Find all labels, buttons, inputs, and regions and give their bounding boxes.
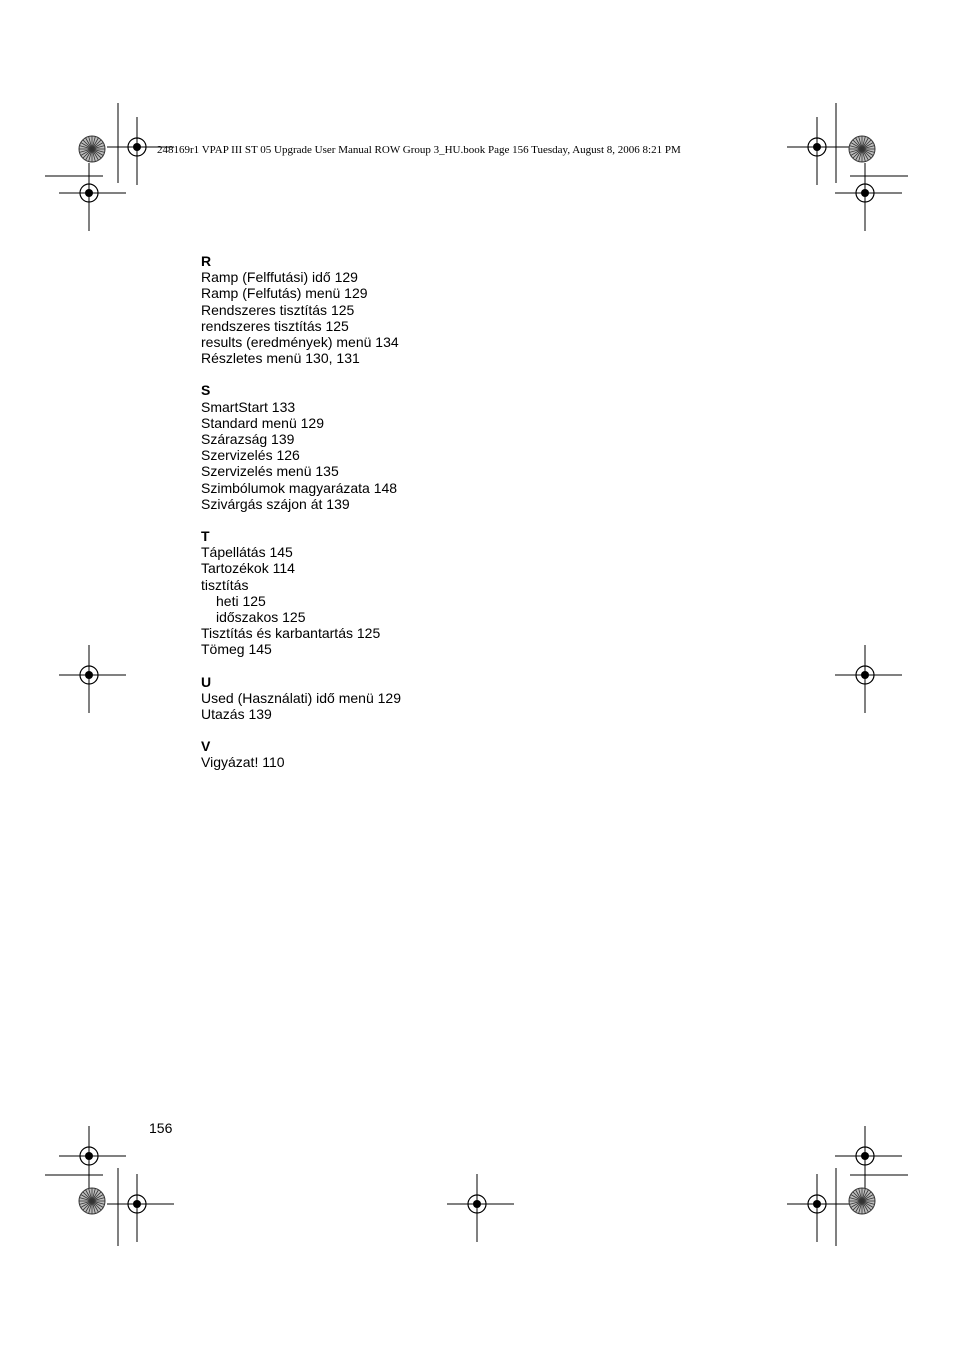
index-letter-t: T xyxy=(201,528,210,545)
registration-dot xyxy=(813,143,821,151)
index-entry: Részletes menü 130, 131 xyxy=(201,350,360,367)
registration-dot xyxy=(861,671,869,679)
index-entry: Ramp (Felffutási) idő 129 xyxy=(201,269,358,286)
index-entry: Ramp (Felfutás) menü 129 xyxy=(201,285,368,302)
index-entry: tisztítás xyxy=(201,576,249,593)
registration-dot xyxy=(813,1200,821,1208)
registration-dot xyxy=(133,1200,141,1208)
index-entry: Szimbólumok magyarázata 148 xyxy=(201,479,398,496)
index-entry: Szivárgás szájon át 139 xyxy=(201,495,350,512)
index-list xyxy=(201,253,401,771)
registration-dot xyxy=(861,189,869,197)
index-letter-v: V xyxy=(201,738,211,755)
index-entry: SmartStart 133 xyxy=(201,398,296,415)
index-entry: Szárazság 139 xyxy=(201,431,295,448)
registration-dot xyxy=(473,1200,481,1208)
index-entry: Standard menü 129 xyxy=(201,414,324,431)
index-entry: Tisztítás és karbantartás 125 xyxy=(201,625,381,642)
index-entry: Used (Használati) idő menü 129 xyxy=(201,689,401,706)
registration-dot xyxy=(85,671,93,679)
index-entry: Tömeg 145 xyxy=(201,641,272,658)
index-letter-u: U xyxy=(201,673,212,690)
registration-dot xyxy=(861,1152,869,1160)
index-entry: Szervizelés menü 135 xyxy=(201,463,339,480)
index-subentry: időszakos 125 xyxy=(216,609,306,626)
index-entry: Tápellátás 145 xyxy=(201,544,293,561)
index-subentry: heti 125 xyxy=(216,592,266,609)
print-slug: 248169r1 VPAP III ST 05 Upgrade User Manual ROW Group 3_HU.book Page 156 Tuesday, August 8, 2006 8:21 PM xyxy=(157,144,681,156)
index-entry: rendszeres tisztítás 125 xyxy=(201,317,349,334)
index-entry: Tartozékok 114 xyxy=(201,560,295,577)
index-entry: Szervizelés 126 xyxy=(201,447,300,464)
index-letter-s: S xyxy=(201,382,211,399)
page-number: 156 xyxy=(149,1120,173,1136)
index-entry: Vigyázat! 110 xyxy=(201,754,285,771)
index-entry: Rendszeres tisztítás 125 xyxy=(201,301,355,318)
index-entry: results (eredmények) menü 134 xyxy=(201,334,399,351)
registration-dot xyxy=(85,189,93,197)
index-entry: Utazás 139 xyxy=(201,706,272,723)
index-letter-r: R xyxy=(201,253,212,269)
registration-dot xyxy=(133,143,141,151)
registration-dot xyxy=(85,1152,93,1160)
